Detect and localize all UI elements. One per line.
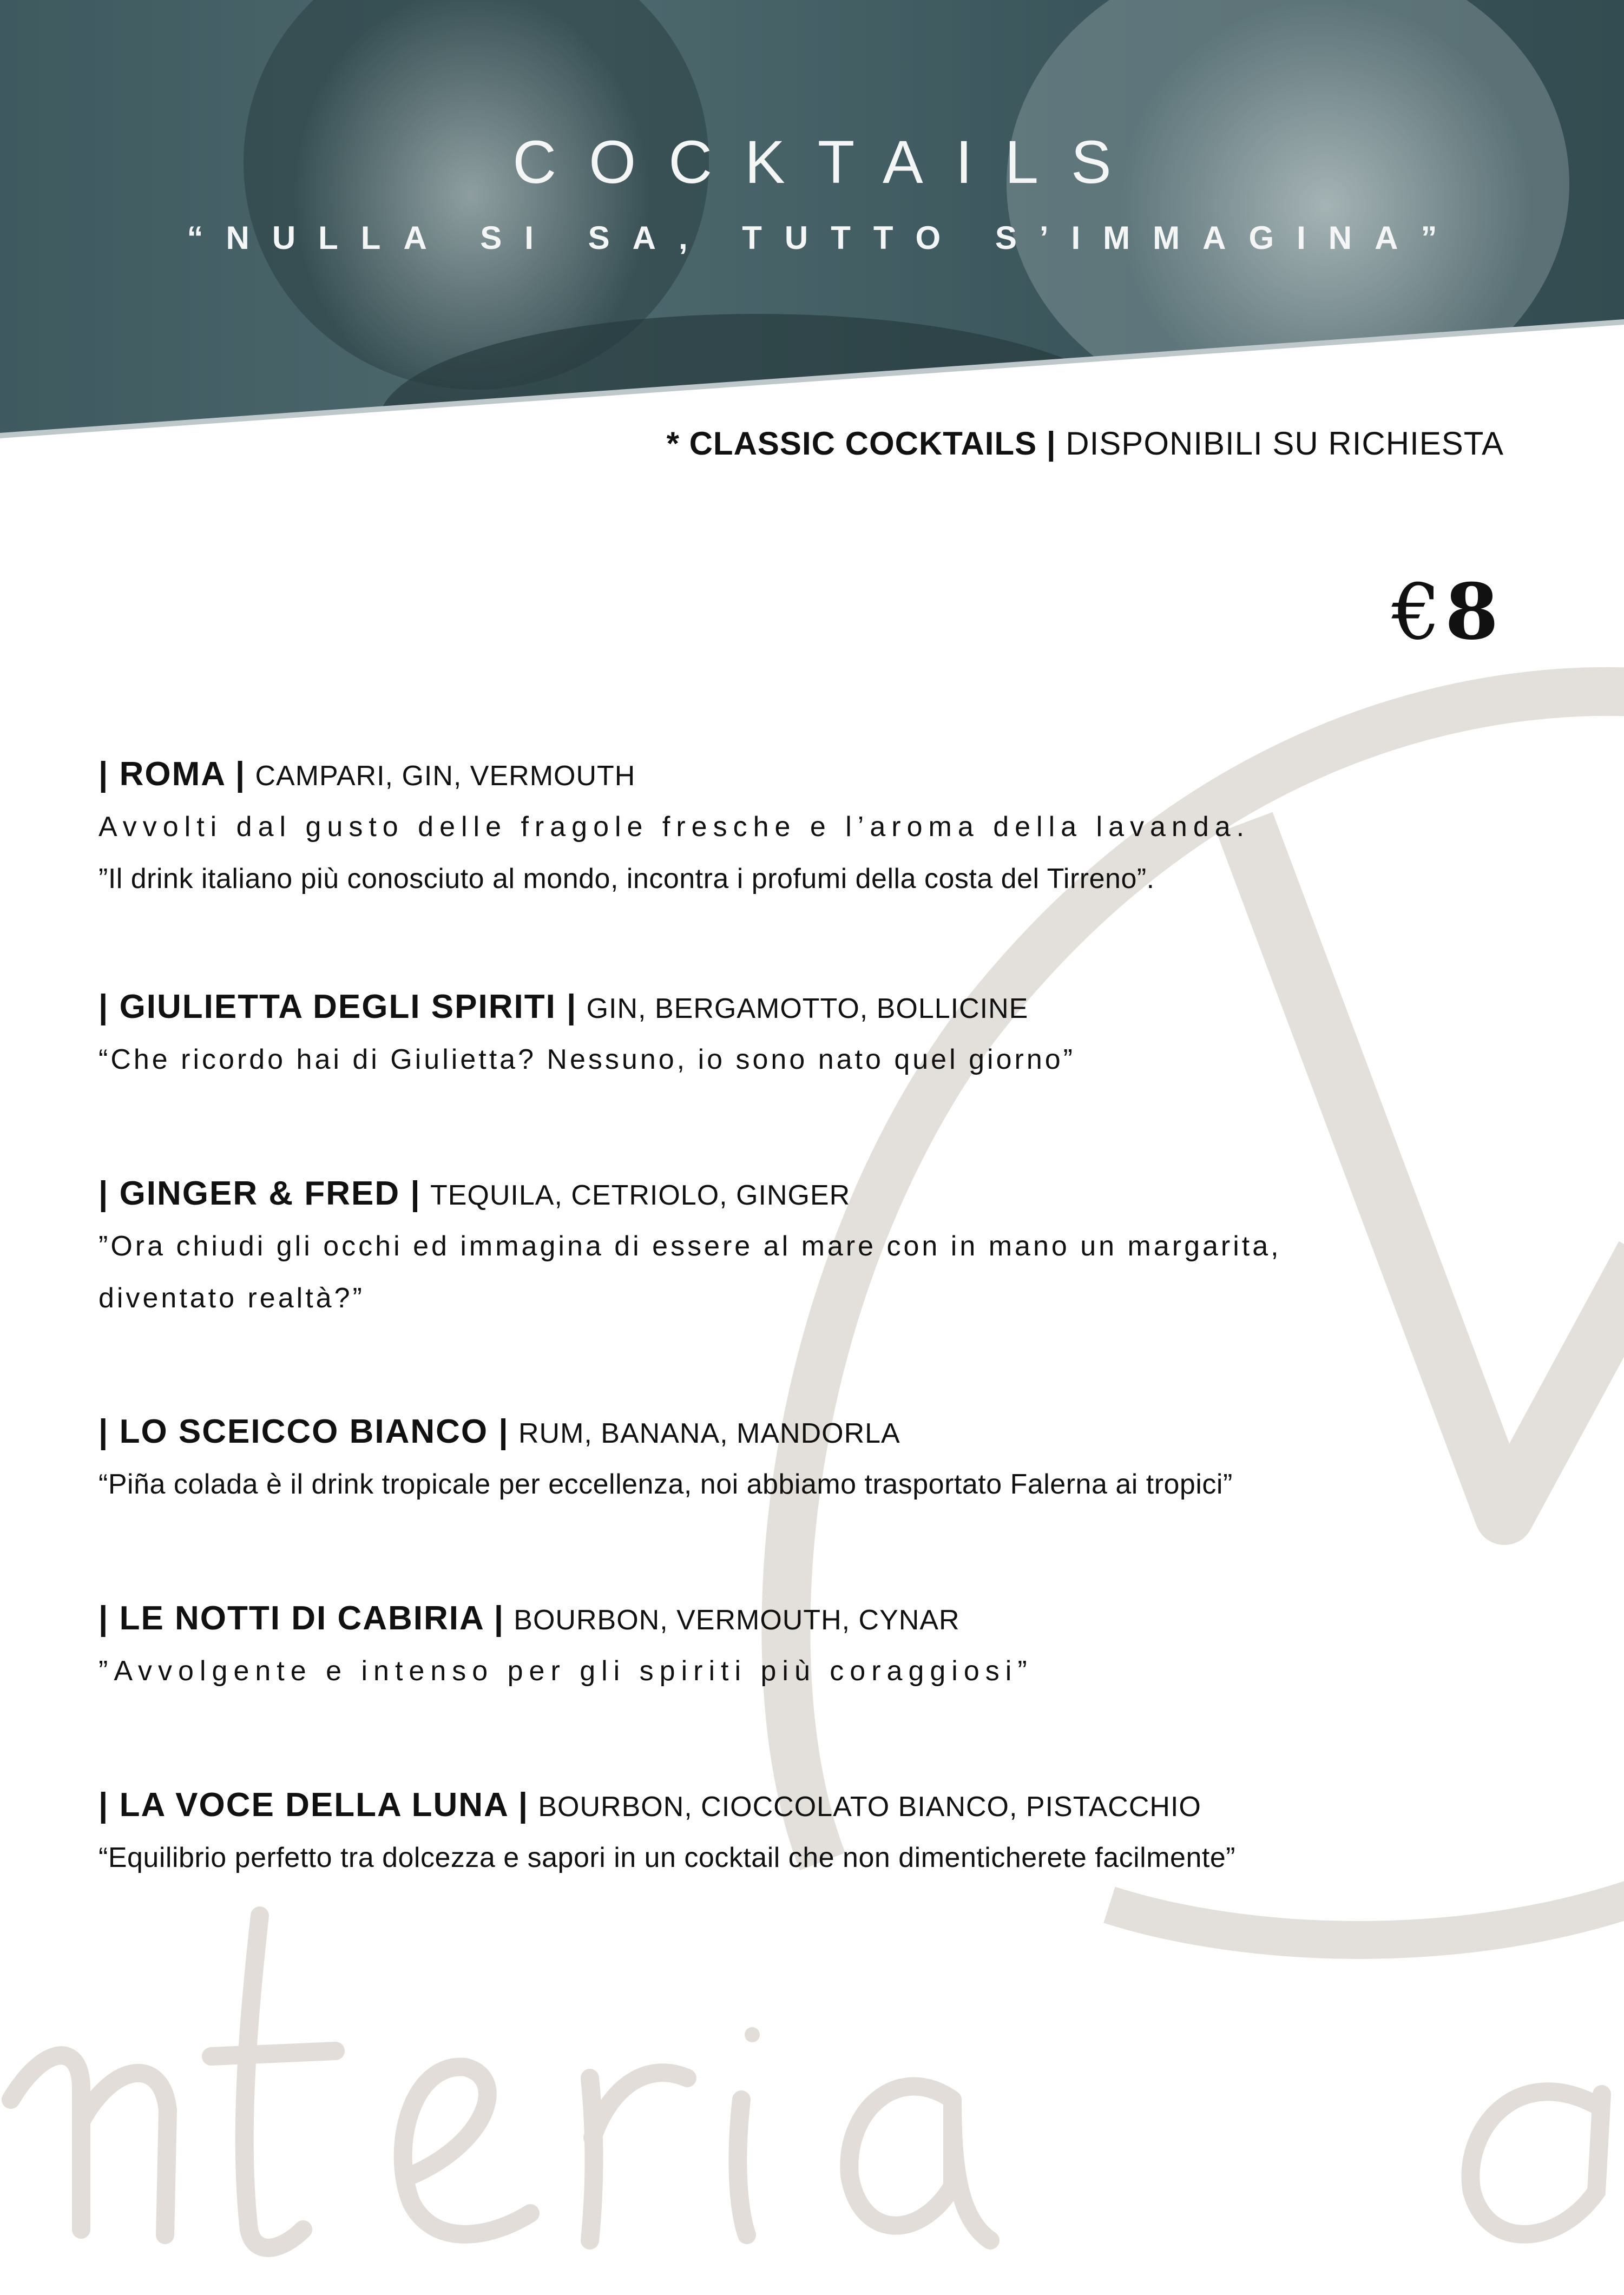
cocktail-ingredients: GIN, BERGAMOTTO, BOLLICINE xyxy=(586,993,1029,1024)
cocktail-la-voce-della-luna xyxy=(98,1788,1516,1884)
cocktail-title xyxy=(98,990,1516,1024)
classic-cocktails-note xyxy=(667,425,1504,462)
price-amount: 8 xyxy=(1445,567,1498,657)
description-line: “Piña colada è il drink tropicale per eccellenza, noi abbiamo trasportato Falerna ai tropici” xyxy=(98,1469,1233,1500)
description-line: diventato realtà?” xyxy=(98,1283,365,1314)
classic-note-label: * CLASSIC COCKTAILS | xyxy=(666,425,1056,462)
page-subtitle: “NULLA SI SA, TUTTO S’IMMAGINA” xyxy=(187,220,1460,256)
cocktail-name: | LA VOCE DELLA LUNA | xyxy=(98,1786,529,1824)
cocktail-ginger-and-fred xyxy=(98,1177,1516,1324)
cocktail-name: | LE NOTTI DI CABIRIA | xyxy=(98,1600,505,1637)
cocktail-title xyxy=(98,1602,1516,1635)
cocktail-name: | LO SCEICCO BIANCO | xyxy=(98,1413,509,1450)
cocktail-ingredients: CAMPARI, GIN, VERMOUTH xyxy=(255,760,636,792)
description-line: “Equilibrio perfetto tra dolcezza e sapori in un cocktail che non dimenticherete facilmente” xyxy=(98,1842,1236,1873)
cocktail-description xyxy=(98,801,1516,905)
cocktail-lo-sceicco-bianco xyxy=(98,1415,1516,1510)
description-line: ”Il drink italiano più conosciuto al mondo, incontra i profumi della costa del Tirreno”. xyxy=(98,863,1155,895)
cocktail-description xyxy=(98,1220,1516,1324)
cocktail-description xyxy=(98,1034,1516,1086)
watermark-script xyxy=(11,1916,1602,2248)
cocktail-roma xyxy=(98,755,1516,905)
description-line: ”Avvolgente e intenso per gli spiriti più coraggiosi” xyxy=(98,1655,1033,1687)
description-line: “Che ricordo hai di Giulietta? Nessuno, io sono nato quel giorno” xyxy=(98,1044,1075,1075)
cocktail-ingredients: BOURBON, VERMOUTH, CYNAR xyxy=(514,1604,960,1636)
cocktail-le-notti-di-cabiria xyxy=(98,1602,1516,1697)
cocktail-ingredients: TEQUILA, CETRIOLO, GINGER xyxy=(430,1180,851,1211)
cocktail-title xyxy=(98,1415,1516,1449)
watermark-logo xyxy=(0,444,1624,2295)
cocktail-title xyxy=(98,1177,1516,1211)
cocktail-title xyxy=(98,1788,1516,1822)
price-label xyxy=(1391,567,1498,657)
cocktail-description xyxy=(98,1458,1516,1510)
description-line: ”Ora chiudi gli occhi ed immagina di essere al mare con in mano un margarita, xyxy=(98,1231,1281,1262)
cocktail-giulietta-degli-spiriti xyxy=(98,990,1516,1086)
cocktail-ingredients: BOURBON, CIOCCOLATO BIANCO, PISTACCHIO xyxy=(538,1791,1201,1823)
description-line: Avvolti dal gusto delle fragole fresche e l’aroma della lavanda. xyxy=(98,811,1251,843)
page-title: COCKTAILS xyxy=(512,128,1144,196)
cocktail-ingredients: RUM, BANANA, MANDORLA xyxy=(518,1418,900,1449)
classic-note-text: DISPONIBILI SU RICHIESTA xyxy=(1066,425,1504,462)
cocktail-description xyxy=(98,1832,1516,1884)
price-currency: € xyxy=(1391,568,1441,657)
cocktail-name: | GINGER & FRED | xyxy=(98,1175,421,1212)
cocktail-title xyxy=(98,755,1516,793)
cocktail-description xyxy=(98,1645,1516,1697)
cocktail-name: | ROMA | xyxy=(98,755,246,793)
cocktail-name: | GIULIETTA DEGLI SPIRITI | xyxy=(98,988,577,1025)
